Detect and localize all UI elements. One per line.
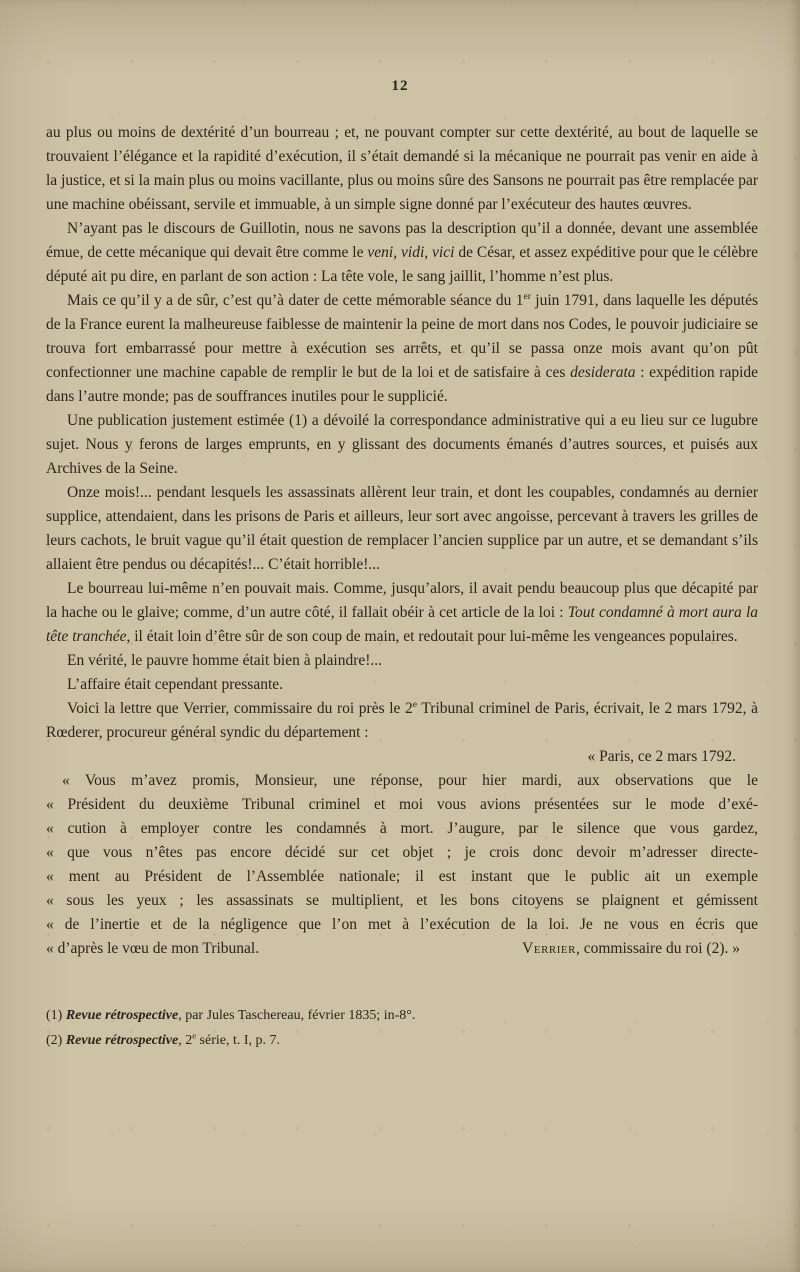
signature-name: Verrier (522, 940, 576, 957)
paragraph-bourreau: Le bourreau lui-même n’en pouvait mais. Comme, jusqu’alors, il avait pendu beaucoup plus que décapité par la hache ou le glaive; comme, d’un autre côté, il fallait obéir à cet article de la loi : Tout condamné à mort aura la tête tranchée, il était loin d’être sûr de son coup de main, et redoutait pour lui-même les vengeances populaires. (46, 580, 758, 645)
footnote-1: (1) Revue rétrospective, par Jules Taschereau, février 1835; in-8°. (46, 1008, 416, 1023)
paragraph-guillotin: N’ayant pas le discours de Guillotin, nous ne savons pas la description qu’il a donnée, devant une assemblée émue, de cette mécanique qui devait être comme le veni, vidi, vici de César, et assez expéditive pour que le célèbre député ait pu dire, en parlant de son action : La tête vole, le sang jaillit, l’homme n’est plus. (46, 220, 758, 285)
paragraph-onze-mois: Onze mois!... pendant lesquels les assassinats allèrent leur train, et dont les coupables, condamnés au dernier supplice, attendaient, dans les prisons de Paris et ailleurs, leur sort avec angoisse, percevant à travers les grilles de leurs cachots, le bruit vague qu’il était question de remplacer l’ancien supplice par un autre, et se demandant s’ils allaient être pendus ou décapités!... C’était horrible!... (46, 484, 758, 573)
letter-line: « sous les yeux ; les assassinats se multiplient, et les bons citoyens se plaignent et gémissent (46, 892, 758, 909)
paragraph-affaire: L’affaire était cependant pressante. (67, 676, 284, 693)
letter-line: « cution à employer contre les condamnés à mort. J’augure, par le silence que vous gardez, (46, 820, 758, 837)
paragraph-lettre-intro: Voici la lettre que Verrier, commissaire du roi près le 2e Tribunal criminel de Paris, écrivait, le 2 mars 1792, à Rœderer, procureur général syndic du département : (46, 698, 758, 741)
letter-dateline: « Paris, ce 2 mars 1792. (587, 748, 736, 765)
letter-line: « ment au Président de l’Assemblée nationale; il est instant que le public ait un exemple (46, 868, 758, 885)
letter-line: « de l’inertie et de la négligence que l’on met à l’exécution de la loi. Je ne vous en écris que (46, 916, 758, 933)
letter-line: « Vous m’avez promis, Monsieur, une réponse, pour hier mardi, aux observations que le (62, 772, 758, 789)
letter-line: « Président du deuxième Tribunal criminel et moi vous avions présentées sur le mode d’exé- (46, 796, 758, 813)
text-block (46, 121, 758, 1053)
paragraph-dexterite: au plus ou moins de dextérité d’un bourreau ; et, ne pouvant compter sur cette dextérité, au bout de laquelle se trouvaient l’élégance et la rapidité d’exécution, il s’était demandé si la mécanique ne pourrait pas venir en aide à la justice, et si la main plus ou moins vacillante, plus ou moins sûre des Sansons ne pourrait pas être remplacée par une machine obéissant, servile et immuable, à un simple signe donné par l’exécuteur des hautes œuvres. (46, 124, 758, 213)
letter-line: « que vous n’êtes pas encore décidé sur cet objet ; je crois donc devoir m’adresser directe- (46, 844, 758, 861)
letter-signature (522, 937, 740, 961)
footnotes (46, 1003, 758, 1053)
signature-rest: , commissaire du roi (2). » (575, 940, 740, 957)
paragraph-publication: Une publication justement estimée (1) a dévoilé la correspondance administrative qui a eu lieu sur ce lugubre sujet. Nous y ferons de larges emprunts, en y glissant des documents émanés d’autres sources, et puisés aux Archives de la Seine. (46, 412, 758, 477)
page-number: 12 (391, 78, 409, 94)
paragraph-plaindre: En vérité, le pauvre homme était bien à plaindre!... (67, 652, 383, 669)
letter-verrier (46, 745, 758, 961)
letter-last-line (46, 937, 758, 961)
paragraph-seance-1791: Mais ce qu’il y a de sûr, c’est qu’à dater de cette mémorable séance du 1er juin 1791, dans laquelle les députés de la France eurent la malheureuse faiblesse de maintenir la peine de mort dans nos Codes, le pouvoir judiciaire se trouva fort embarrassé pour mettre à exécution ses arrêts, et qu’il se passa onze mois avant qu’on pût confectionner une machine capable de remplir le but de la loi et de satisfaire à ces desiderata : expédition rapide dans l’autre monde; pas de souffrances inutiles pour le supplicié. (46, 290, 759, 405)
letter-closing: « d’après le vœu de mon Tribunal. (46, 940, 260, 957)
footnote-2: (2) Revue rétrospective, 2e série, t. I, p. 7. (46, 1030, 281, 1048)
